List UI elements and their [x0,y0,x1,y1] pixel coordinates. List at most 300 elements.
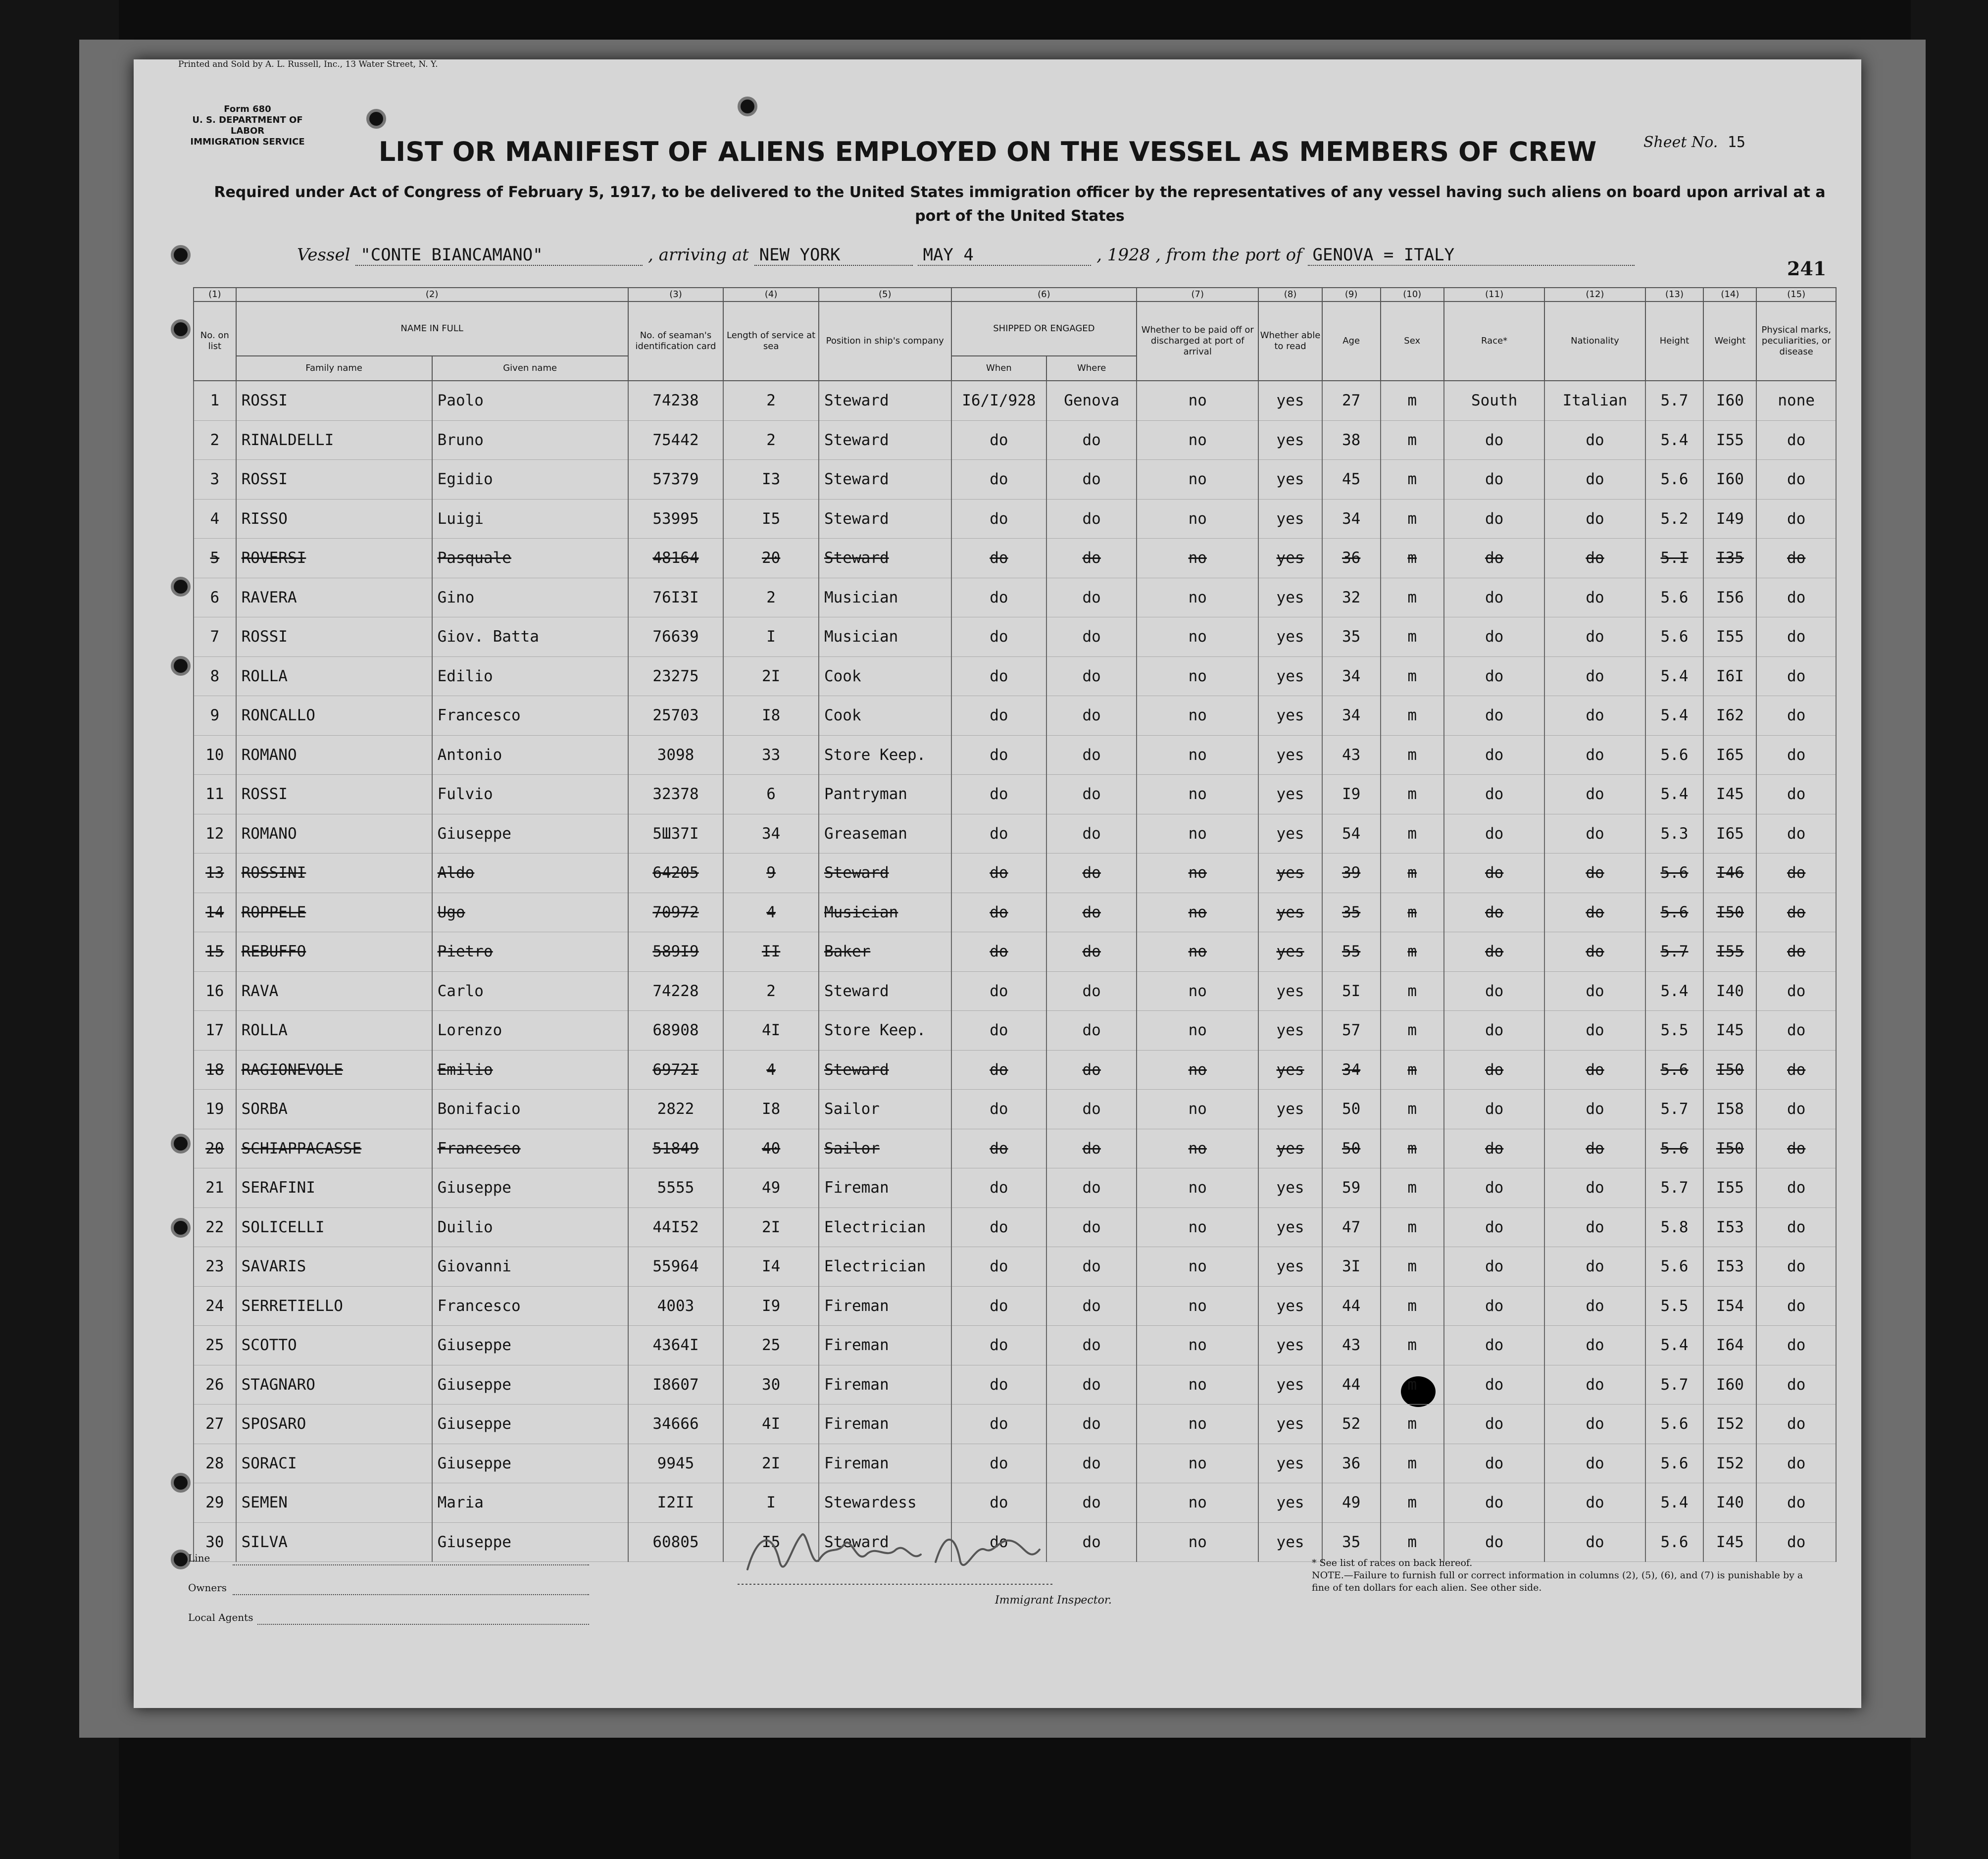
cell-race: do [1444,420,1544,460]
cell-age: 54 [1322,814,1381,854]
cell-given-name: Giuseppe [432,1444,628,1483]
cell-age: 34 [1322,656,1381,696]
cell-id-card: 76I3I [628,578,724,617]
cell-sex: m [1381,539,1444,578]
cell-paid-off: no [1137,1207,1258,1247]
cell-position: Musician [819,617,951,657]
cell-shipped-when: do [951,539,1047,578]
cell-sex: m [1381,1326,1444,1365]
cell-id-card: 6972I [628,1050,724,1090]
cell-height: 5.4 [1645,420,1704,460]
header-sex: Sex [1381,301,1444,381]
cell-id-card: 5555 [628,1168,724,1208]
cell-nationality: Italian [1544,381,1645,420]
cell-marks: do [1756,893,1836,932]
cell-shipped-where: Genova [1046,381,1137,420]
cell-shipped-when: do [951,1286,1047,1326]
cell-given-name: Carlo [432,971,628,1011]
cell-height: 5.6 [1645,854,1704,893]
cell-shipped-where: do [1046,1326,1137,1365]
col-num: (4) [723,288,819,301]
cell-service-length: 2I [723,1444,819,1483]
cell-service-length: 33 [723,735,819,775]
cell-position: Fireman [819,1444,951,1483]
cell-position: Store Keep. [819,735,951,775]
cell-given-name: Bruno [432,420,628,460]
cell-shipped-where: do [1046,617,1137,657]
cell-marks: do [1756,1286,1836,1326]
arrival-year: , 1928 [1096,245,1150,265]
cell-shipped-where: do [1046,893,1137,932]
cell-able-to-read: yes [1258,1326,1322,1365]
cell-paid-off: no [1137,1247,1258,1287]
cell-shipped-when: do [951,617,1047,657]
cell-no: 30 [194,1522,236,1562]
cell-height: 5.7 [1645,1168,1704,1208]
departure-port: GENOVA = ITALY [1308,245,1635,266]
cell-id-card: 75442 [628,420,724,460]
cell-height: 5.6 [1645,1522,1704,1562]
cell-able-to-read: yes [1258,617,1322,657]
cell-shipped-where: do [1046,1365,1137,1405]
cell-family-name: SORBA [236,1090,432,1129]
cell-family-name: SERAFINI [236,1168,432,1208]
cell-marks: do [1756,1011,1836,1051]
cell-service-length: II [723,932,819,972]
cell-given-name: Giov. Batta [432,617,628,657]
cell-family-name: ROLLA [236,656,432,696]
cell-service-length: I9 [723,1286,819,1326]
cell-shipped-when: I6/I/928 [951,381,1047,420]
cell-no: 11 [194,775,236,814]
table-row [194,1207,1836,1247]
cell-position: Electrician [819,1207,951,1247]
table-row [194,1247,1836,1287]
header-race: Race* [1444,301,1544,381]
cell-race: do [1444,1090,1544,1129]
cell-no: 19 [194,1090,236,1129]
cell-height: 5.4 [1645,775,1704,814]
col-num: (14) [1703,288,1756,301]
cell-paid-off: no [1137,617,1258,657]
cell-shipped-when: do [951,854,1047,893]
cell-height: 5.5 [1645,1286,1704,1326]
cell-given-name: Francesco [432,696,628,736]
cell-id-card: 76639 [628,617,724,657]
cell-race: do [1444,1286,1544,1326]
header-age: Age [1322,301,1381,381]
cell-weight: I50 [1703,1129,1756,1168]
cell-given-name: Emilio [432,1050,628,1090]
cell-id-card: 51849 [628,1129,724,1168]
cell-race: do [1444,1011,1544,1051]
cell-shipped-when: do [951,1129,1047,1168]
cell-position: Steward [819,381,951,420]
table-row [194,578,1836,617]
cell-race: do [1444,932,1544,972]
header-paid-off: Whether to be paid off or discharged at port of arrival [1137,301,1258,381]
cell-family-name: ROSSINI [236,854,432,893]
cell-height: 5.3 [1645,814,1704,854]
cell-nationality: do [1544,499,1645,539]
cell-service-length: I [723,1483,819,1523]
cell-paid-off: no [1137,1286,1258,1326]
col-num: (15) [1756,288,1836,301]
table-row [194,1444,1836,1483]
cell-shipped-where: do [1046,420,1137,460]
cell-marks: do [1756,1326,1836,1365]
punch-hole [171,656,191,676]
cell-nationality: do [1544,1326,1645,1365]
cell-paid-off: no [1137,1444,1258,1483]
cell-id-card: 589I9 [628,932,724,972]
cell-id-card: 25703 [628,696,724,736]
cell-nationality: do [1544,932,1645,972]
cell-paid-off: no [1137,1365,1258,1405]
punch-hole [171,577,191,597]
cell-age: 32 [1322,578,1381,617]
cell-paid-off: no [1137,1405,1258,1444]
arrival-date: MAY 4 [918,245,1091,266]
footnote-note: NOTE.—Failure to furnish full or correct information in columns (2), (5), (6), and (7) is punishable by a fine of ten dollars for each alien. See other side. [1312,1570,1803,1593]
header-position: Position in ship's company [819,301,951,381]
cell-height: 5.6 [1645,1129,1704,1168]
cell-shipped-when: do [951,1168,1047,1208]
cell-no: 25 [194,1326,236,1365]
cell-race: do [1444,1168,1544,1208]
cell-service-length: 6 [723,775,819,814]
cell-id-card: 32378 [628,775,724,814]
printer-imprint: Printed and Sold by A. L. Russell, Inc., 13 Water Street, N. Y. [178,59,438,69]
cell-height: 5.4 [1645,696,1704,736]
cell-no: 7 [194,617,236,657]
cell-no: 13 [194,854,236,893]
table-row [194,932,1836,972]
cell-able-to-read: yes [1258,814,1322,854]
cell-no: 29 [194,1483,236,1523]
punch-hole [171,1550,191,1569]
cell-paid-off: no [1137,932,1258,972]
cell-id-card: 44I52 [628,1207,724,1247]
cell-id-card: I8607 [628,1365,724,1405]
cell-nationality: do [1544,1444,1645,1483]
cell-sex: m [1381,814,1444,854]
cell-shipped-where: do [1046,1129,1137,1168]
cell-age: 38 [1322,420,1381,460]
cell-position: Electrician [819,1247,951,1287]
cell-no: 14 [194,893,236,932]
cell-no: 15 [194,932,236,972]
cell-id-card: 68908 [628,1011,724,1051]
cell-weight: I50 [1703,1050,1756,1090]
arrival-port: NEW YORK [754,245,913,266]
cell-shipped-when: do [951,1483,1047,1523]
cell-able-to-read: yes [1258,1050,1322,1090]
cell-position: Fireman [819,1365,951,1405]
header-service-length: Length of service at sea [723,301,819,381]
cell-height: 5.7 [1645,381,1704,420]
header-no-on-list: No. on list [194,301,236,381]
cell-paid-off: no [1137,1011,1258,1051]
cell-weight: I65 [1703,814,1756,854]
cell-shipped-when: do [951,1011,1047,1051]
cell-shipped-where: do [1046,499,1137,539]
cell-shipped-when: do [951,971,1047,1011]
cell-id-card: 3098 [628,735,724,775]
cell-race: do [1444,1247,1544,1287]
cell-paid-off: no [1137,1483,1258,1523]
cell-height: 5.6 [1645,1247,1704,1287]
cell-no: 20 [194,1129,236,1168]
cell-able-to-read: yes [1258,1286,1322,1326]
punch-hole [171,245,191,265]
cell-nationality: do [1544,1365,1645,1405]
cell-marks: do [1756,578,1836,617]
cell-weight: I52 [1703,1405,1756,1444]
cell-paid-off: no [1137,420,1258,460]
cell-age: 5I [1322,971,1381,1011]
cell-height: 5.I [1645,539,1704,578]
cell-sex: m [1381,735,1444,775]
punch-hole [171,1134,191,1154]
cell-able-to-read: yes [1258,971,1322,1011]
cell-no: 17 [194,1011,236,1051]
cell-position: Greaseman [819,814,951,854]
cell-able-to-read: yes [1258,854,1322,893]
cell-age: 27 [1322,381,1381,420]
cell-shipped-where: do [1046,1207,1137,1247]
cell-family-name: RAVA [236,971,432,1011]
cell-given-name: Antonio [432,735,628,775]
table-row [194,814,1836,854]
cell-family-name: ROVERSI [236,539,432,578]
header-given-name: Given name [432,356,628,381]
cell-marks: do [1756,1522,1836,1562]
cell-shipped-where: do [1046,1050,1137,1090]
cell-able-to-read: yes [1258,696,1322,736]
cell-sex: m [1381,1207,1444,1247]
cell-height: 5.6 [1645,735,1704,775]
cell-id-card: 55964 [628,1247,724,1287]
cell-sex: m [1381,617,1444,657]
cell-sex: m [1381,499,1444,539]
cell-marks: do [1756,420,1836,460]
cell-age: 44 [1322,1286,1381,1326]
cell-marks: do [1756,1168,1836,1208]
cell-id-card: 70972 [628,893,724,932]
cell-paid-off: no [1137,381,1258,420]
cell-paid-off: no [1137,1090,1258,1129]
cell-service-length: 2 [723,971,819,1011]
cell-position: Fireman [819,1168,951,1208]
cell-sex: m [1381,1522,1444,1562]
cell-sex: m [1381,1365,1444,1405]
cell-marks: do [1756,1365,1836,1405]
cell-given-name: Ugo [432,893,628,932]
col-num: (12) [1544,288,1645,301]
cell-sex: m [1381,932,1444,972]
cell-nationality: do [1544,1050,1645,1090]
table-row [194,775,1836,814]
cell-sex: m [1381,578,1444,617]
cell-height: 5.7 [1645,932,1704,972]
cell-paid-off: no [1137,1129,1258,1168]
col-num: (3) [628,288,724,301]
cell-service-length: 30 [723,1365,819,1405]
cell-race: do [1444,539,1544,578]
col-num: (11) [1444,288,1544,301]
cell-given-name: Giuseppe [432,1365,628,1405]
cell-given-name: Giuseppe [432,1326,628,1365]
cell-marks: do [1756,814,1836,854]
owners-label: Owners [188,1582,227,1594]
punch-hole [171,319,191,339]
cell-family-name: RONCALLO [236,696,432,736]
cell-height: 5.6 [1645,1405,1704,1444]
punch-hole [171,1218,191,1238]
cell-race: do [1444,893,1544,932]
header-name-in-full: NAME IN FULL [236,301,628,356]
cell-marks: do [1756,1247,1836,1287]
cell-age: I9 [1322,775,1381,814]
department-name: U. S. DEPARTMENT OF LABOR [192,115,303,136]
cell-race: do [1444,460,1544,500]
table-row [194,1286,1836,1326]
cell-age: 44 [1322,1365,1381,1405]
cell-shipped-where: do [1046,578,1137,617]
cell-given-name: Bonifacio [432,1090,628,1129]
cell-family-name: SAVARIS [236,1247,432,1287]
cell-service-length: 2 [723,381,819,420]
cell-age: 43 [1322,1326,1381,1365]
cell-family-name: ROMANO [236,735,432,775]
cell-shipped-where: do [1046,932,1137,972]
table-row [194,735,1836,775]
cell-family-name: ROSSI [236,381,432,420]
cell-sex: m [1381,1444,1444,1483]
cell-id-card: 34666 [628,1405,724,1444]
cell-race: do [1444,617,1544,657]
cell-service-length: I5 [723,499,819,539]
cell-height: 5.7 [1645,1365,1704,1405]
cell-shipped-when: do [951,696,1047,736]
cell-shipped-where: do [1046,1286,1137,1326]
cell-marks: do [1756,617,1836,657]
cell-nationality: do [1544,893,1645,932]
cell-shipped-where: do [1046,460,1137,500]
table-row [194,539,1836,578]
cell-shipped-when: do [951,1405,1047,1444]
cell-given-name: Maria [432,1483,628,1523]
cell-shipped-when: do [951,1090,1047,1129]
cell-able-to-read: yes [1258,1168,1322,1208]
cell-sex: m [1381,420,1444,460]
cell-service-length: 4 [723,1050,819,1090]
arriving-label: , arriving at [648,245,749,265]
cell-nationality: do [1544,617,1645,657]
header-weight: Weight [1703,301,1756,381]
cell-race: do [1444,735,1544,775]
cell-family-name: RISSO [236,499,432,539]
cell-shipped-when: do [951,775,1047,814]
cell-service-length: 2 [723,420,819,460]
cell-id-card: 23275 [628,656,724,696]
cell-able-to-read: yes [1258,381,1322,420]
cell-height: 5.8 [1645,1207,1704,1247]
cell-weight: I55 [1703,932,1756,972]
table-row [194,696,1836,736]
cell-position: Fireman [819,1405,951,1444]
cell-race: do [1444,1207,1544,1247]
cell-no: 10 [194,735,236,775]
cell-nationality: do [1544,1405,1645,1444]
cell-service-length: 40 [723,1129,819,1168]
cell-sex: m [1381,1168,1444,1208]
cell-weight: I35 [1703,539,1756,578]
cell-given-name: Duilio [432,1207,628,1247]
cell-given-name: Giovanni [432,1247,628,1287]
cell-shipped-when: do [951,420,1047,460]
manifest-body [194,381,1836,1562]
col-num: (10) [1381,288,1444,301]
cell-age: 35 [1322,893,1381,932]
cell-able-to-read: yes [1258,1483,1322,1523]
cell-age: 52 [1322,1405,1381,1444]
table-row [194,971,1836,1011]
cell-weight: I60 [1703,381,1756,420]
cell-height: 5.6 [1645,460,1704,500]
cell-paid-off: no [1137,578,1258,617]
cell-family-name: ROLLA [236,1011,432,1051]
table-row [194,460,1836,500]
cell-given-name: Francesco [432,1129,628,1168]
cell-weight: I52 [1703,1444,1756,1483]
cell-paid-off: no [1137,775,1258,814]
cell-age: 34 [1322,696,1381,736]
cell-nationality: do [1544,1168,1645,1208]
cell-id-card: 53995 [628,499,724,539]
header-where: Where [1046,356,1137,381]
cell-position: Cook [819,656,951,696]
cell-sex: m [1381,893,1444,932]
cell-weight: I65 [1703,735,1756,775]
cell-nationality: do [1544,1207,1645,1247]
cell-marks: do [1756,971,1836,1011]
cell-family-name: SEMEN [236,1483,432,1523]
owners-field [233,1594,589,1595]
cell-sex: m [1381,1050,1444,1090]
table-row [194,617,1836,657]
table-row [194,1326,1836,1365]
cell-marks: do [1756,1207,1836,1247]
cell-shipped-where: do [1046,1444,1137,1483]
cell-position: Steward [819,460,951,500]
cell-paid-off: no [1137,814,1258,854]
cell-height: 5.4 [1645,656,1704,696]
cell-able-to-read: yes [1258,1090,1322,1129]
cell-position: Steward [819,539,951,578]
cell-nationality: do [1544,1483,1645,1523]
cell-given-name: Francesco [432,1286,628,1326]
cell-age: 34 [1322,499,1381,539]
cell-shipped-when: do [951,1050,1047,1090]
cell-id-card: 60805 [628,1522,724,1562]
cell-no: 5 [194,539,236,578]
cell-weight: I64 [1703,1326,1756,1365]
cell-height: 5.7 [1645,1090,1704,1129]
cell-weight: I45 [1703,1011,1756,1051]
table-row [194,1090,1836,1129]
